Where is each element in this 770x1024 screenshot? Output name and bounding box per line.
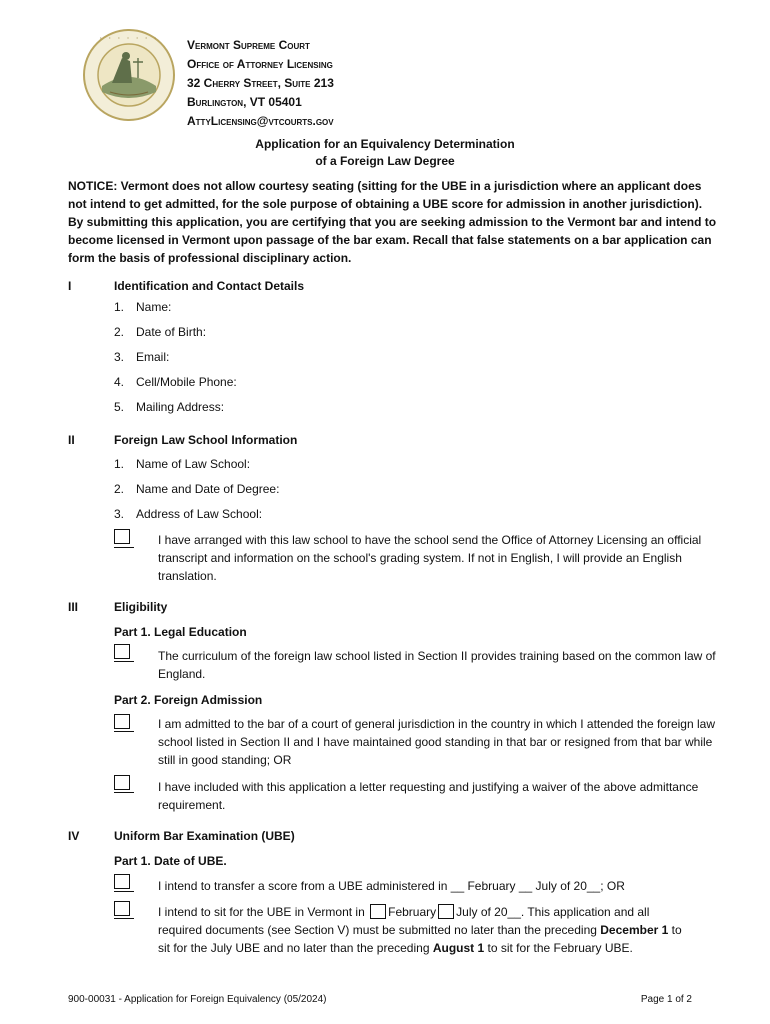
- legal-education-statement: The curriculum of the foreign law school listed in Section II provides training based on the common law of England.: [158, 649, 716, 681]
- court-address-block: [187, 36, 334, 131]
- section-4-numeral: IV: [68, 829, 80, 843]
- notice-paragraph: NOTICE: Vermont does not allow courtesy seating (sitting for the UBE in a jurisdiction where an applicant does not intend to get admitted, for the sole purpose of obtaining a UBE score for admission in another jurisdiction). By submitting this application, you are certifying that you are seeking admission to the Vermont bar and intend to become licensed in Vermont upon passage of the bar exam. Recall that false statements on a bar application can form the basis of professional disciplinary action.: [68, 179, 717, 265]
- footer-form-number: 900-00031 - Application for Foreign Equivalency (05/2024): [68, 994, 327, 1005]
- section-3-numeral: III: [68, 600, 79, 614]
- deadline-text-2: sit for the July UBE and no later than the preceding: [158, 941, 433, 955]
- checkbox-underline: [114, 891, 134, 892]
- transfer-score-checkbox[interactable]: [114, 874, 130, 889]
- document-title: [0, 136, 770, 170]
- sit-line-3: [158, 939, 728, 957]
- footer-page-number: Page 1 of 2: [640, 994, 692, 1005]
- part-2-foreign-admission-title: Part 2. Foreign Admission: [114, 693, 263, 707]
- july-label: July of 20__. This application and all: [456, 905, 650, 919]
- field-law-school-address[interactable]: [114, 507, 262, 521]
- item-number: 5.: [114, 400, 125, 414]
- field-date-of-birth[interactable]: [114, 325, 206, 339]
- part-1-legal-education-title: Part 1. Legal Education: [114, 625, 247, 639]
- item-number: 3.: [114, 350, 125, 364]
- svg-text:· · · · · · ·: · · · · · · ·: [99, 34, 159, 43]
- field-label: Date of Birth:: [136, 325, 207, 339]
- july-checkbox[interactable]: [438, 904, 454, 919]
- section-2-title: Foreign Law School Information: [114, 433, 298, 447]
- part-1-date-of-ube-title: Part 1. Date of UBE.: [114, 854, 227, 868]
- address-line-court: Vermont Supreme Court: [187, 38, 310, 52]
- field-label: Mailing Address:: [136, 400, 225, 414]
- field-name[interactable]: [114, 300, 171, 314]
- checkbox-underline: [114, 661, 134, 662]
- checkbox-underline: [114, 918, 134, 919]
- december-deadline: December 1: [600, 923, 669, 937]
- field-label: Name and Date of Degree:: [136, 482, 280, 496]
- item-number: 1.: [114, 300, 125, 314]
- section-2-numeral: II: [68, 433, 75, 447]
- checkbox-underline: [114, 547, 134, 548]
- foreign-admission-statement: I am admitted to the bar of a court of general jurisdiction in the country in which I attended the foreign law school listed in Section II and I have maintained good standing in that bar or resigned from that bar while still in good standing; OR: [158, 717, 715, 767]
- field-degree[interactable]: [114, 482, 279, 496]
- address-line-email: AttyLicensing@vtcourts.gov: [187, 114, 334, 128]
- transfer-score-statement: I intend to transfer a score from a UBE administered in __ February __ July of 20__; OR: [158, 879, 625, 893]
- deadline-text-2-end: to sit for the February UBE.: [484, 941, 633, 955]
- field-law-school-name[interactable]: [114, 457, 250, 471]
- field-label: Name:: [136, 300, 172, 314]
- address-line-office: Office of Attorney Licensing: [187, 57, 333, 71]
- sit-prefix: I intend to sit for the UBE in Vermont in: [158, 905, 365, 919]
- checkbox-underline: [114, 731, 134, 732]
- field-label: Name of Law School:: [136, 457, 251, 471]
- item-number: 1.: [114, 457, 125, 471]
- title-line-2: of a Foreign Law Degree: [315, 154, 455, 168]
- section-1-numeral: I: [68, 279, 72, 293]
- field-email[interactable]: [114, 350, 169, 364]
- item-number: 2.: [114, 325, 125, 339]
- item-number: 2.: [114, 482, 125, 496]
- section-4-title: Uniform Bar Examination (UBE): [114, 829, 295, 843]
- waiver-checkbox[interactable]: [114, 775, 130, 790]
- field-label: Email:: [136, 350, 170, 364]
- transcript-checkbox[interactable]: [114, 529, 130, 544]
- item-number: 3.: [114, 507, 125, 521]
- sit-vermont-checkbox[interactable]: [114, 901, 130, 916]
- february-label: February: [388, 905, 437, 919]
- waiver-statement: I have included with this application a letter requesting and justifying a waiver of the above admittance requirement.: [158, 780, 699, 812]
- legal-education-checkbox[interactable]: [114, 644, 130, 659]
- checkbox-underline: [114, 792, 134, 793]
- section-3-title: Eligibility: [114, 600, 168, 614]
- field-phone[interactable]: [114, 375, 237, 389]
- deadline-text: required documents (see Section V) must be submitted no later than the preceding: [158, 923, 601, 937]
- foreign-admission-checkbox[interactable]: [114, 714, 130, 729]
- field-label: Address of Law School:: [136, 507, 263, 521]
- sit-vermont-statement: [158, 903, 728, 957]
- vermont-supreme-court-seal: [82, 28, 176, 122]
- sit-line-1: [158, 903, 728, 921]
- field-mailing-address[interactable]: [114, 400, 224, 414]
- deadline-text-end: to: [668, 923, 682, 937]
- field-label: Cell/Mobile Phone:: [136, 375, 237, 389]
- sit-line-2: [158, 921, 728, 939]
- address-line-street: 32 Cherry Street, Suite 213: [187, 76, 334, 90]
- title-line-1: Application for an Equivalency Determination: [255, 137, 515, 151]
- section-1-title: Identification and Contact Details: [114, 279, 305, 293]
- transcript-statement: I have arranged with this law school to have the school send the Office of Attorney Licensing an official transcript and information on the school's grading system. If not in English, I will provide an English translation.: [158, 533, 702, 583]
- address-line-city: Burlington, VT 05401: [187, 95, 302, 109]
- item-number: 4.: [114, 375, 125, 389]
- august-deadline: August 1: [432, 941, 485, 955]
- february-checkbox[interactable]: [370, 904, 386, 919]
